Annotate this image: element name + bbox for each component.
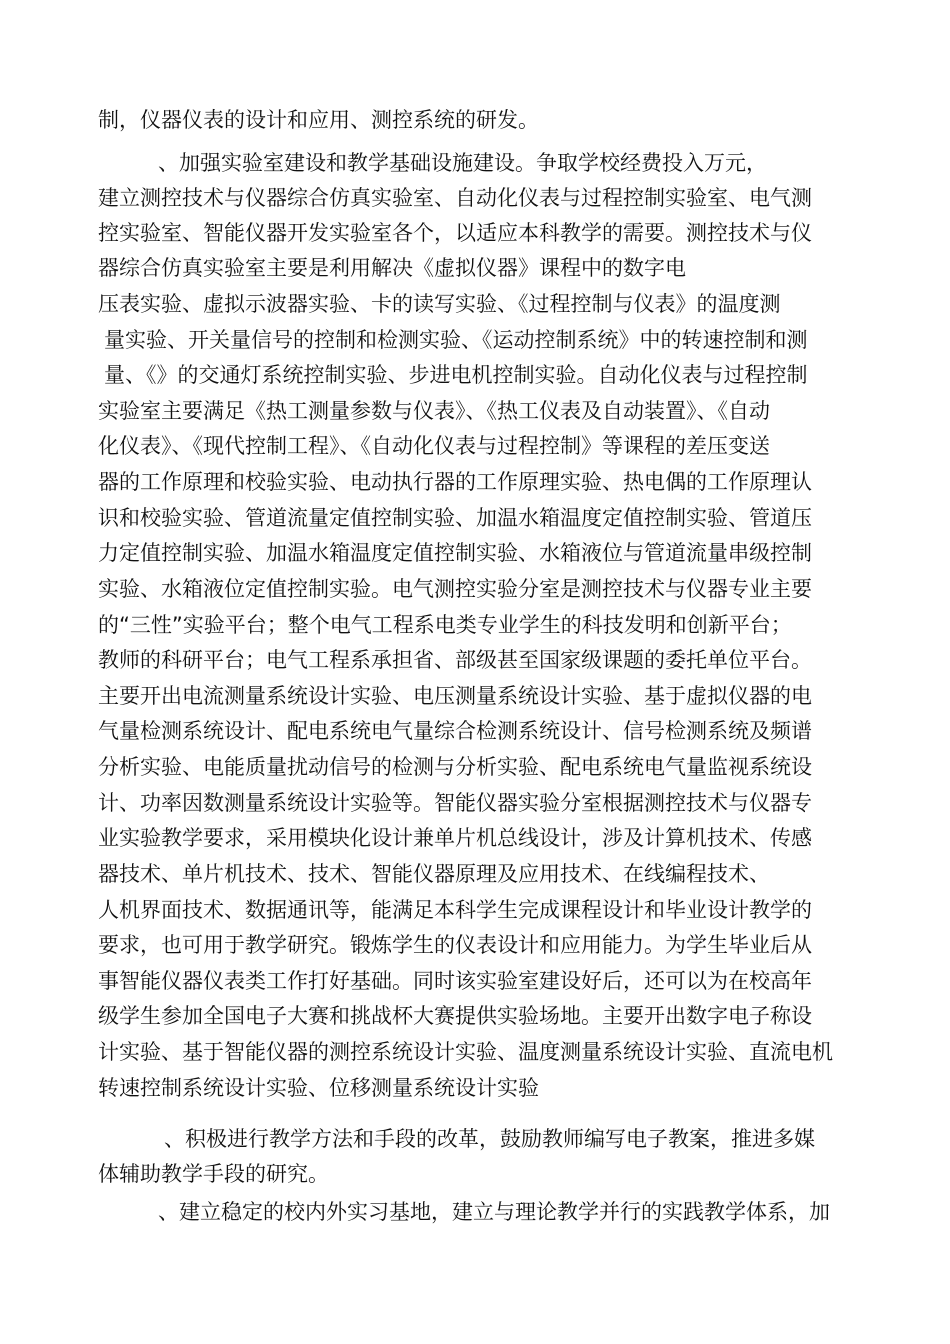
paragraph-start-line: 、积极进行教学方法和手段的改革，鼓励教师编写电子教案，推进多媒 (164, 1127, 815, 1151)
text-line: 计实验、基于智能仪器的测控系统设计实验、温度测量系统设计实验、直流电机 (98, 1040, 833, 1064)
text-line: 建立测控技术与仪器综合仿真实验室、自动化仪表与过程控制实验室、电气测 (98, 186, 812, 210)
text-line: 事智能仪器仪表类工作打好基础。同时该实验室建设好后，还可以为在校高年 (98, 969, 812, 993)
text-line: 气量检测系统设计、配电系统电气量综合检测系统设计、信号检测系统及频谱 (98, 719, 812, 743)
text-line: 转速控制系统设计实验、位移测量系统设计实验 (98, 1076, 539, 1100)
text-line: 量实验、开关量信号的控制和检测实验、《运动控制系统》中的转速控制和测 (104, 328, 808, 352)
text-line: 识和校验实验、管道流量定值控制实验、加温水箱温度定值控制实验、管道压 (98, 506, 812, 530)
text-line: 量、《》的交通灯系统控制实验、步进电机控制实验。自动化仪表与过程控制 (104, 363, 808, 387)
text-line: 人机界面技术、数据通讯等，能满足本科学生完成课程设计和毕业设计教学的 (98, 898, 812, 922)
paragraph-start-line: 、建立稳定的校内外实习基地，建立与理论教学并行的实践教学体系，加 (158, 1200, 830, 1224)
text-line: 业实验教学要求，采用模块化设计兼单片机总线设计，涉及计算机技术、传感 (98, 826, 812, 850)
text-line: 制，仪器仪表的设计和应用、测控系统的研发。 (98, 108, 539, 132)
text-line: 主要开出电流测量系统设计实验、电压测量系统设计实验、基于虚拟仪器的电 (98, 684, 812, 708)
text-line: 器技术、单片机技术、技术、智能仪器原理及应用技术、在线编程技术、 (98, 862, 770, 886)
text-line: 实验、水箱液位定值控制实验。电气测控实验分室是测控技术与仪器专业主要 (98, 577, 812, 601)
text-line: 计、功率因数测量系统设计实验等。智能仪器实验分室根据测控技术与仪器专 (98, 791, 812, 815)
text-line: 实验室主要满足《热工测量参数与仪表》、《热工仪表及自动装置》、《自动 (98, 399, 770, 423)
text-line: 力定值控制实验、加温水箱温度定值控制实验、水箱液位与管道流量串级控制 (98, 541, 812, 565)
text-line: 的“三性”实验平台；整个电气工程系电类专业学生的科技发明和创新平台； (98, 613, 792, 637)
text-line: 器综合仿真实验室主要是利用解决《虚拟仪器》课程中的数字电 (98, 256, 686, 280)
text-line: 分析实验、电能质量扰动信号的检测与分析实验、配电系统电气量监视系统设 (98, 755, 812, 779)
text-line: 体辅助教学手段的研究。 (98, 1162, 329, 1186)
text-line: 控实验室、智能仪器开发实验室各个，以适应本科教学的需要。测控技术与仪 (98, 221, 812, 245)
text-line: 化仪表》、《现代控制工程》、《自动化仪表与过程控制》等课程的差压变送 (98, 434, 770, 458)
paragraph-start-line: 、加强实验室建设和教学基础设施建设。争取学校经费投入万元， (158, 151, 767, 175)
text-line: 要求，也可用于教学研究。锻炼学生的仪表设计和应用能力。为学生毕业后从 (98, 933, 812, 957)
text-line: 器的工作原理和校验实验、电动执行器的工作原理实验、热电偶的工作原理认 (98, 470, 812, 494)
text-line: 教师的科研平台；电气工程系承担省、部级甚至国家级课题的委托单位平台。 (98, 648, 812, 672)
text-line: 级学生参加全国电子大赛和挑战杯大赛提供实验场地。主要开出数字电子称设 (98, 1004, 812, 1028)
text-line: 压表实验、虚拟示波器实验、卡的读写实验、《过程控制与仪表》的温度测 (98, 292, 781, 316)
